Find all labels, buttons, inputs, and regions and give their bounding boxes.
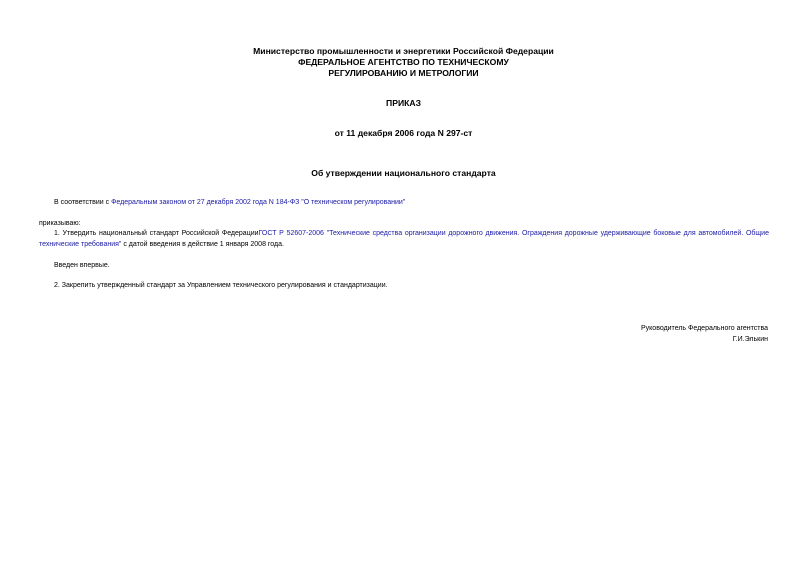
paragraph-legal-basis [54,198,774,209]
order-title: ПРИКАЗ [386,98,421,108]
order-subject: Об утверждении национального стандарта [311,168,496,178]
order-date: от 11 декабря 2006 года N 297-ст [334,128,473,138]
signature-position: Руководитель Федерального агентства [640,325,768,332]
signature-block [641,324,768,345]
federal-law-link[interactable]: Федеральным законом от 27 декабря 2002 года N 184-ФЗ "О техническом регулировании" [111,199,406,206]
approve-standard-prefix: 1. Утвердить национальный стандарт Российской Федерации [54,230,259,237]
paragraph-order-word: приказываю: [39,220,81,227]
gost-standard-link[interactable]: ГОСТ Р 52607-2006 "Технические средства организации дорожного движения. Ограждения дорожные удерживающие боковые для автомобилей. Общие технические требования" [39,230,769,248]
signature-name: Г.И.Элькин [732,335,768,343]
header-ministry-name: Министерство промышленности и энергетики Российской Федерации [253,46,554,56]
ministry-header [0,46,807,79]
paragraph-first-introduced: Введен впервые. [54,262,110,269]
paragraph-assign-standard: 2. Закрепить утвержденный стандарт за Управлением технического регулирования и стандартизации. [54,282,388,289]
paragraph-approve-standard [39,229,769,250]
header-agency-name-line1: ФЕДЕРАЛЬНОЕ АГЕНТСТВО ПО ТЕХНИЧЕСКОМУ [298,57,509,67]
legal-basis-prefix: В соответствии с [54,199,112,206]
header-agency-name-line2: РЕГУЛИРОВАНИЮ И МЕТРОЛОГИИ [328,68,479,78]
approve-standard-suffix: с датой введения в действие 1 января 2008 года. [121,240,284,248]
